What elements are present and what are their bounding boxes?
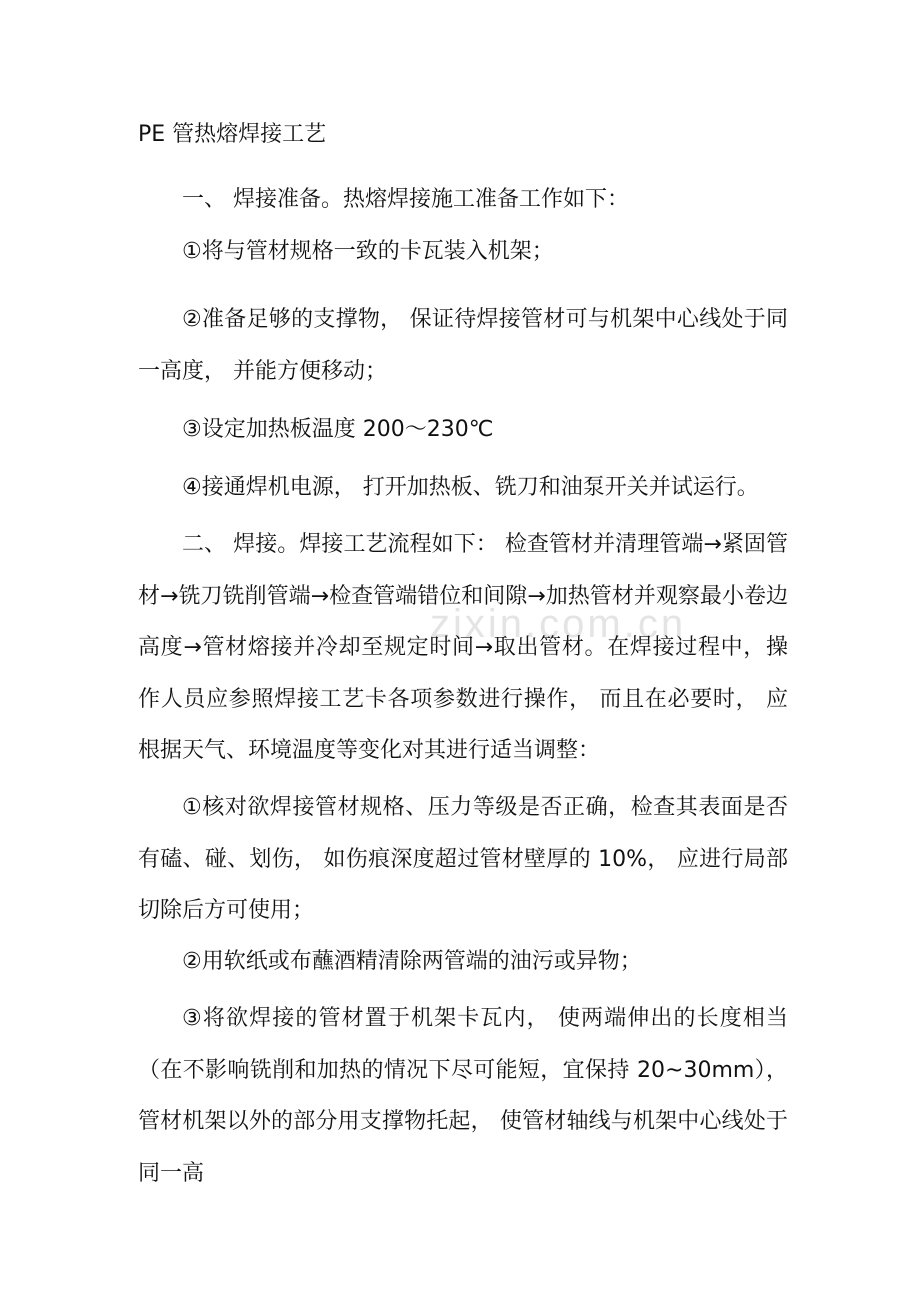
section-1-heading: 一、 焊接准备。热熔焊接施工准备工作如下：: [182, 187, 629, 212]
watermark: zixin.com.cn: [430, 602, 687, 646]
weld-step-1: ①核对欲焊接管材规格、压力等级是否正确，检查其表面是否有磕、碰、划伤， 如伤痕深度超过管材壁厚的 10%， 应进行局部切除后方可使用；: [138, 795, 788, 923]
weld-step-2: ②用软纸或布蘸酒精清除两管端的油污或异物；: [182, 949, 642, 974]
prep-step-4: ④接通焊机电源， 打开加热板、铣刀和油泵开关并试运行。: [182, 475, 759, 500]
section-2-paragraph: 二、 焊接。焊接工艺流程如下： 检查管材并清理管端→紧固管材→铣刀铣削管端→检查管端错位和间隙→加热管材并观察最小卷边高度→管材熔接并冷却至规定时间→取出管材。在焊接过程中，操作人员应参照焊接工艺卡各项参数进行操作， 而且在必要时， 应根据天气、环境温度等变化对其进行适当调整：: [138, 532, 788, 763]
prep-step-2: ②准备足够的支撑物， 保证待焊接管材可与机架中心线处于同一高度， 并能方便移动；: [138, 307, 788, 384]
document-title: PE 管热熔焊接工艺: [138, 122, 327, 147]
prep-step-1: ①将与管材规格一致的卡瓦装入机架；: [182, 239, 554, 264]
weld-step-3: ③将欲焊接的管材置于机架卡瓦内， 使两端伸出的长度相当（在不影响铣削和加热的情况下尽可能短，宜保持 20~30mm）， 管材机架以外的部分用支撑物托起， 使管材轴线与机架中心线处于同一高: [138, 1006, 788, 1186]
prep-step-3: ③设定加热板温度 200～230℃: [182, 417, 494, 442]
